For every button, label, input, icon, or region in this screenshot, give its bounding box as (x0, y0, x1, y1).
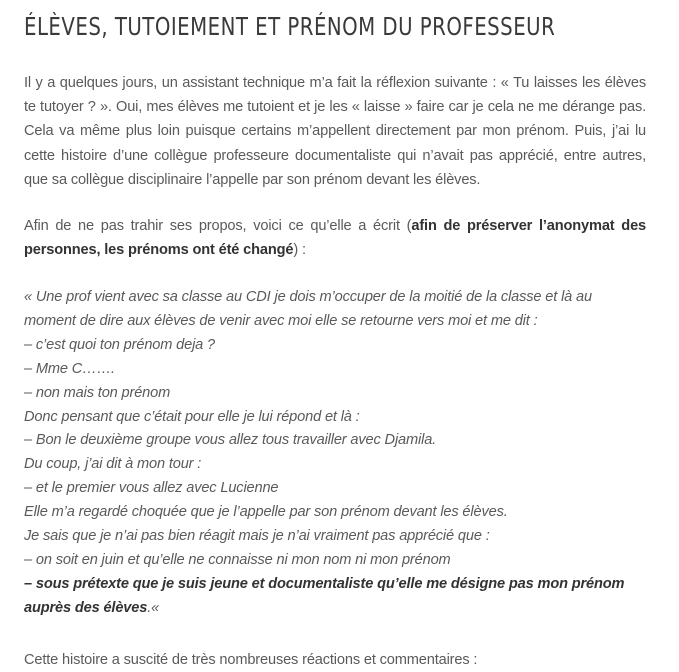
quote-open-mark: « (24, 289, 36, 305)
quote-line: Donc pensant que c’était pour elle je lui répond et là : (24, 408, 360, 425)
anonymity-note: afin de préserver l’anonymat des personnes, les prénoms ont été changé (24, 218, 646, 259)
quote-emphasis: sous prétexte que je suis jeune et documentaliste qu’elle me désigne pas mon prénom auprès des élèves (24, 575, 625, 616)
quote-line: Je sais que je n’ai pas bien réagit mais je n’ai vraiment pas apprécié que : (24, 528, 490, 545)
quote-line: Elle m’a regardé choquée que je l’appelle par son prénom devant les élèves. (24, 504, 508, 521)
intro-paragraph: Il y a quelques jours, un assistant technique m’a fait la réflexion suivante : « Tu laisses les élèves te tutoyer ? ». Oui, mes élèves me tutoient et je les « laisse » faire car je cela ne me dérange pas. Cela va même plus loin puisque certains m’appellent directement par mon prénom. Puis, j’ai lu cette histoire d’une collègue professeure documentaliste qui n’avait pas apprécié, entre autres, que sa collègue disciplinaire l’appelle par son prénom devant les élèves. (24, 75, 646, 188)
quote-line (24, 573, 646, 621)
quote-line: – non mais ton prénom (24, 384, 171, 401)
article-title: ÉLÈVES, TUTOIEMENT ET PRÉNOM DU PROFESSEUR (24, 12, 556, 41)
article (24, 0, 646, 668)
quote-line: – Bon le deuxième groupe vous allez tous travailler avec Djamila. (24, 432, 437, 449)
context-text-before: Afin de ne pas trahir ses propos, voici ce qu’elle a écrit ( (24, 218, 412, 234)
quote-line: – Mme C……. (24, 360, 115, 377)
context-paragraph (24, 214, 646, 262)
quote-dash: – (24, 575, 36, 592)
quote-line-text: Une prof vient avec sa classe au CDI je dois m’occuper de la moitié de la classe et là au moment de dire aux élèves de venir avec moi elle se retourne vers moi et me dit : (24, 289, 592, 329)
quote-close-mark: .« (147, 599, 160, 616)
quote-line: – on soit en juin et qu’elle ne connaisse ni mon nom ni mon prénom (24, 551, 451, 568)
quoted-story (24, 286, 646, 621)
closing-paragraph: Cette histoire a suscité de très nombreuses réactions et commentaires : (24, 652, 478, 668)
context-text-after: ) : (293, 242, 306, 259)
quote-line: Du coup, j’ai dit à mon tour : (24, 456, 202, 473)
quote-line: – et le premier vous allez avec Lucienne (24, 480, 279, 497)
quote-line: – c’est quoi ton prénom deja ? (24, 336, 216, 353)
quote-line (24, 286, 646, 334)
